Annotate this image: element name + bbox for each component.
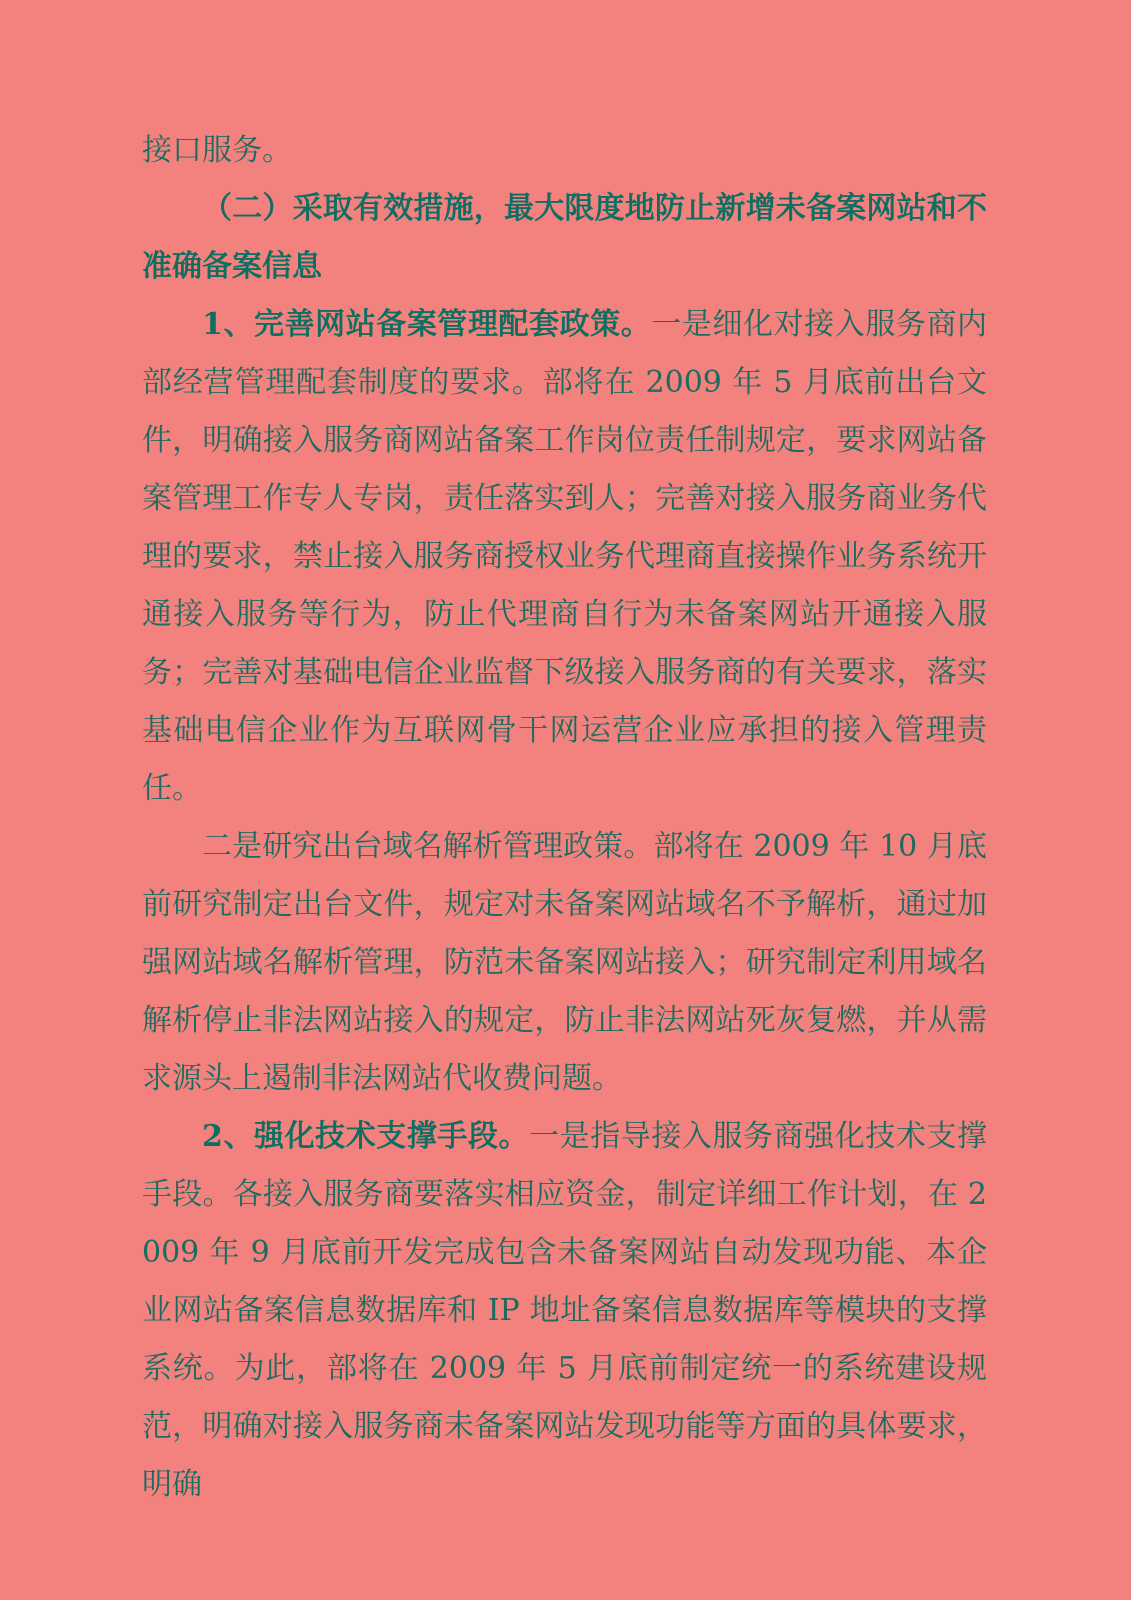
paragraph-technical-support-text: 一是指导接入服务商强化技术支撑手段。各接入服务商要落实相应资金，制定详细工作计划，在 2009 年 9 月底前开发完成包含未备案网站自动发现功能、本企业网站备案信息数据库和 IP 地址备案信息数据库等模块的支撑系统。为此，部将在 2009 年 5 月底前制定统一的系统建设规范，明确对接入服务商未备案网站发现功能等方面的具体要求，明确 — [142, 1119, 988, 1502]
paragraph-policy — [142, 296, 987, 818]
paragraph-policy-lead: 1、完善网站备案管理配套政策。 — [202, 307, 652, 342]
paragraph-continuation-text: 接口服务。 — [142, 133, 292, 168]
paragraph-technical-support-lead: 2、强化技术支撑手段。 — [202, 1119, 530, 1154]
section-heading — [142, 180, 987, 296]
paragraph-domain-resolution — [142, 818, 987, 1108]
paragraph-policy-text: 一是细化对接入服务商内部经营管理配套制度的要求。部将在 2009 年 5 月底前出台文件，明确接入服务商网站备案工作岗位责任制规定，要求网站备案管理工作专人专岗，责任落实到人；完善对接入服务商业务代理的要求，禁止接入服务商授权业务代理商直接操作业务系统开通接入服务等行为，防止代理商自行为未备案网站开通接入服务；完善对基础电信企业监督下级接入服务商的有关要求，落实基础电信企业作为互联网骨干网运营企业应承担的接入管理责任。 — [142, 307, 988, 806]
paragraph-domain-resolution-text: 二是研究出台域名解析管理政策。部将在 2009 年 10 月底前研究制定出台文件，规定对未备案网站域名不予解析，通过加强网站域名解析管理，防范未备案网站接入；研究制定利用域名解析停止非法网站接入的规定，防止非法网站死灰复燃，并从需求源头上遏制非法网站代收费问题。 — [142, 829, 987, 1096]
document-text-block — [142, 122, 987, 1514]
paragraph-technical-support — [142, 1108, 987, 1514]
paragraph-continuation — [142, 122, 987, 180]
section-heading-text: （二）采取有效措施，最大限度地防止新增未备案网站和不准确备案信息 — [142, 191, 987, 284]
